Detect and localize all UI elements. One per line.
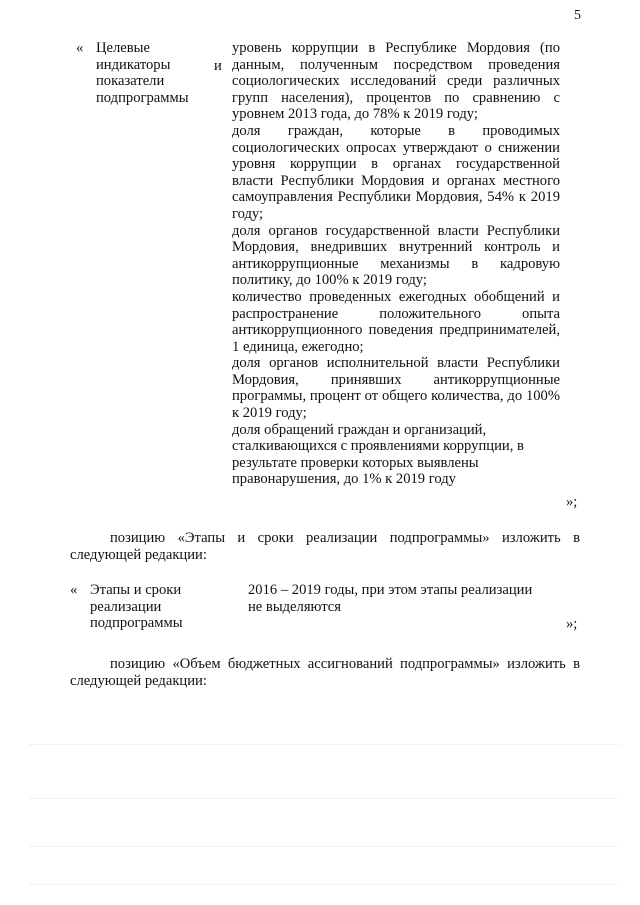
indicators-label <box>96 40 206 106</box>
scan-noise-line <box>30 884 620 886</box>
budget-intro-paragraph: позицию «Объем бюджетных ассигнований подпрограммы» изложить в следующей редакции: <box>70 656 580 689</box>
stages-value-line: не выделяются <box>248 598 341 615</box>
stages-label <box>90 582 210 632</box>
indicator-paragraph: доля органов исполнительной власти Республики Мордовия, принявших антикоррупционные программы, процент от общего количества, до 100% к 2019 году; <box>232 355 560 422</box>
stages-label-line: подпрограммы <box>90 615 183 632</box>
stages-label-line: реализации <box>90 598 162 615</box>
indicators-open-quote: « <box>76 40 84 56</box>
stages-open-quote: « <box>70 582 78 598</box>
indicator-paragraph: доля органов государственной власти Республики Мордовия, внедривших внутренний контроль и антикоррупционные механизмы в кадровую политику, до 100% к 2019 году; <box>232 222 560 289</box>
indicators-and-word: и <box>214 58 222 74</box>
indicator-paragraph: доля граждан, которые в проводимых социологических опросах утверждают о снижении уровня коррупции в органах государственной власти Республики Мордовия и органах местного самоуправления Республики Мордовия, 54% к 2019 году; <box>232 122 560 222</box>
stages-value-line: 2016 – 2019 годы, при этом этапы реализации <box>248 582 533 598</box>
stages-value <box>248 582 568 615</box>
scan-noise-line <box>30 744 620 746</box>
stages-label-line: Этапы и сроки <box>90 582 182 598</box>
stages-intro-paragraph: позицию «Этапы и сроки реализации подпрограммы» изложить в следующей редакции: <box>70 530 580 563</box>
indicator-paragraph: количество проведенных ежегодных обобщений и распространение положительного опыта антикоррупционного поведения предпринимателей, 1 единица, ежегодно; <box>232 288 560 355</box>
scan-noise-line <box>30 798 620 800</box>
stages-close-quote: »; <box>566 616 578 632</box>
indicators-label-line: показатели <box>96 73 165 90</box>
indicators-label-line: подпрограммы <box>96 89 189 106</box>
indicator-paragraph: доля обращений граждан и организаций, сталкивающихся с проявлениями коррупции, в результате проверки которых выявлены правонарушения, до 1% к 2019 году <box>232 421 524 488</box>
indicators-close-quote: »; <box>566 494 578 510</box>
indicators-values <box>232 40 560 488</box>
indicator-paragraph: уровень коррупции в Республике Мордовия (по данным, полученным посредством проведения социологических исследований среди различных групп населения), процентов по сравнению с уровнем 2013 года, до 78% к 2019 году; <box>232 40 560 123</box>
indicators-label-line: Целевые <box>96 40 150 56</box>
page-number: 5 <box>574 8 581 23</box>
indicators-label-line: индикаторы <box>96 56 171 73</box>
scan-noise-line <box>30 846 620 848</box>
